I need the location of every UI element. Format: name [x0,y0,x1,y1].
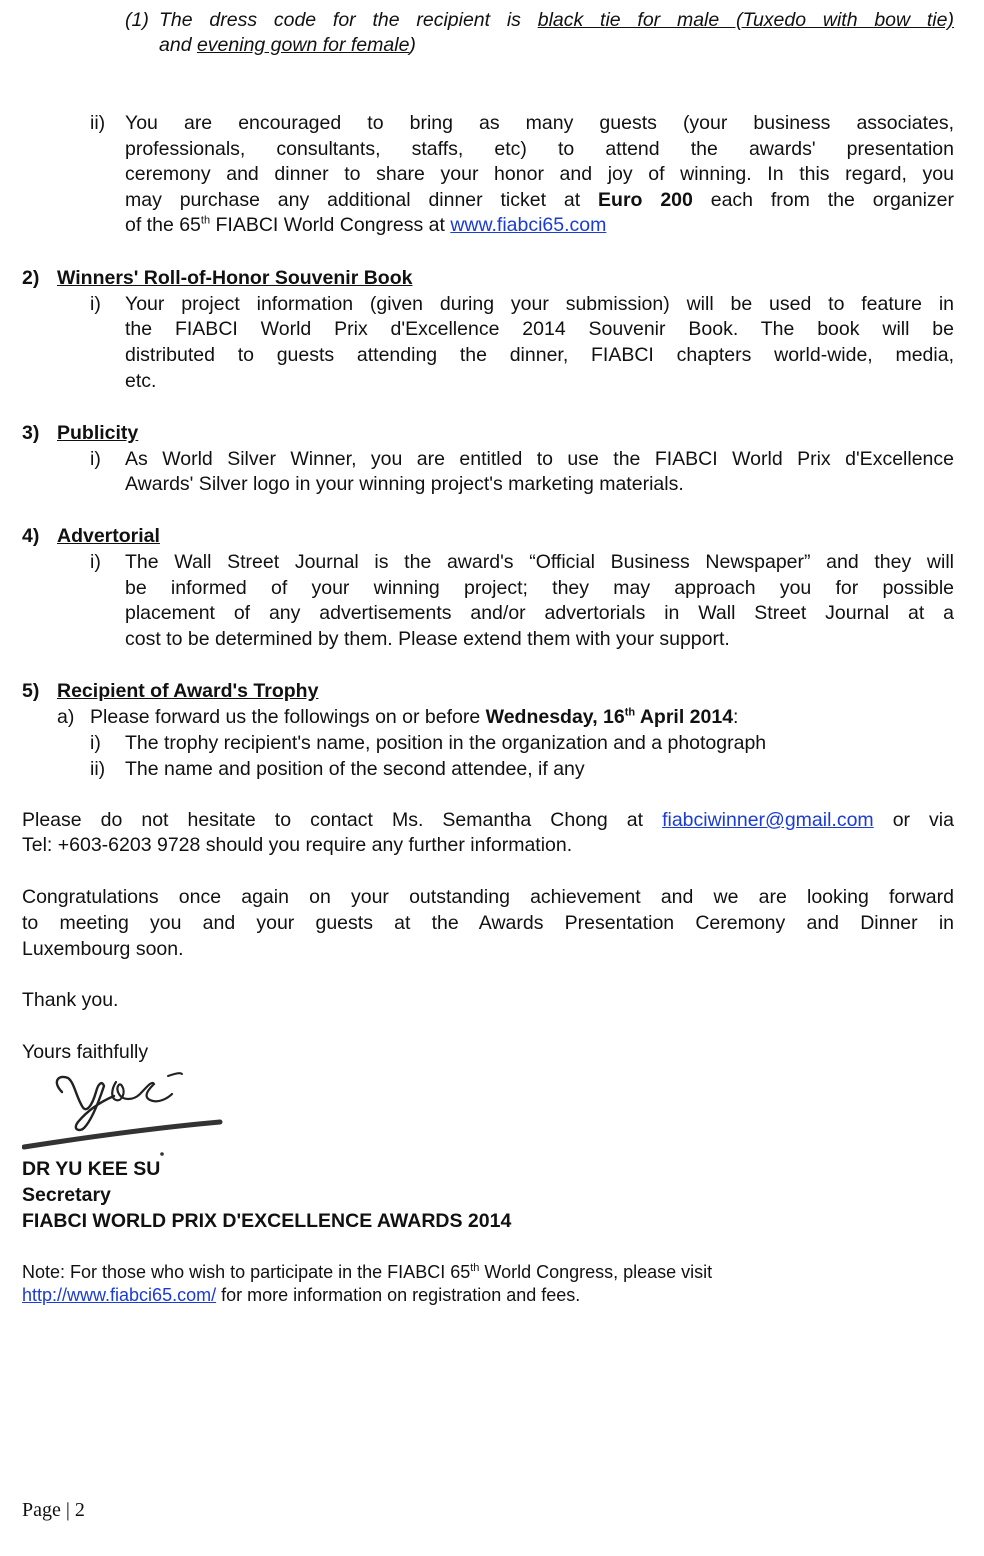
item-ii-line-4 [125,188,954,213]
page-number: Page | 2 [22,1499,85,1521]
section-3-item-label: i) [90,448,101,470]
section-5-a-text [90,705,738,730]
section-2-heading: Winners' Roll-of-Honor Souvenir Book [57,267,413,289]
deadline-ordinal: th [624,706,636,719]
section-3-line-1: As World Silver Winner, you are entitled to use the FIABCI World Prix d'Excellence [125,448,954,470]
section-4-item-label: i) [90,551,101,573]
note-line-2-text: for more information on registration and fees. [216,1285,581,1305]
note-text: Note: For those who wish to participate in the FIABCI 65 [22,1262,471,1282]
section-3-line-2: Awards' Silver logo in your winning project's marketing materials. [125,473,684,495]
section-4-line-2: be informed of your winning project; they may approach you for possible [125,577,954,599]
item-ii-line-4-text: may purchase any additional dinner ticket at [125,189,599,211]
item-1-line-2-close: ) [409,34,416,56]
signatory-name: DR YU KEE SU [22,1158,161,1180]
signatory-title: Secretary [22,1184,111,1206]
item-1-line-2-text: and [159,34,197,56]
section-5-heading: Recipient of Award's Trophy [57,680,319,702]
dress-code-male: black tie for male (Tuxedo with bow tie) [537,9,954,31]
congrats-line-2: to meeting you and your guests at the Awards Presentation Ceremony and Dinner in [22,912,954,934]
section-5-a-label: a) [57,706,75,728]
thank-you: Thank you. [22,989,119,1011]
congrats-line-3: Luxembourg soon. [22,938,184,960]
note-ordinal: th [470,1262,480,1274]
item-1-line-1-text: The dress code for the recipient is [159,9,538,31]
section-4-line-3: placement of any advertisements and/or advertorials in Wall Street Journal at a [125,602,954,624]
item-ii-line-2: professionals, consultants, staffs, etc) to attend the awards' presentation [125,138,954,160]
section-5-a-pre: Please forward us the followings on or before [90,706,486,728]
section-3-number: 3) [22,422,40,444]
item-ii-line-4-end: each from the organizer [692,189,955,211]
section-5-ii-label: ii) [90,758,106,780]
note-line-1 [22,1261,712,1284]
note-text-end: World Congress, please visit [479,1262,713,1282]
email-link[interactable]: fiabciwinner@gmail.com [662,809,874,831]
item-ii-line-5-text: of the 65 [125,214,201,236]
section-5-i-text: The trophy recipient's name, position in the organization and a photograph [125,732,767,754]
section-5-ii-text: The name and position of the second attendee, if any [125,758,585,780]
section-5-number: 5) [22,680,40,702]
congrats-line-1: Congratulations once again on your outstanding achievement and we are looking forward [22,886,954,908]
item-1-line-2 [159,33,416,58]
contact-line-2: Tel: +603-6203 9728 should you require any further information. [22,834,573,856]
deadline-month-year: April 2014 [635,706,734,728]
section-3-heading: Publicity [57,422,139,444]
ordinal-suffix: th [200,214,211,227]
item-ii-line-5 [125,213,606,238]
section-2-line-4: etc. [125,370,157,392]
section-2-number: 2) [22,267,40,289]
ticket-price: Euro 200 [598,189,693,211]
deadline-date: Wednesday, 16 [485,706,625,728]
section-2-line-1: Your project information (given during your submission) will be used to feature in [125,293,954,315]
registration-link[interactable]: http://www.fiabci65.com/ [22,1285,217,1305]
closing: Yours faithfully [22,1041,149,1063]
item-1-label: (1) [125,9,149,31]
fiabci65-link[interactable]: www.fiabci65.com [450,214,607,236]
section-4-line-1: The Wall Street Journal is the award's “Official Business Newspaper” and they will [125,551,954,573]
note-line-2 [22,1284,580,1307]
contact-text-end: or via [873,809,954,831]
item-ii-line-5-mid: FIABCI World Congress at [210,214,451,236]
dress-code-female: evening gown for female [196,34,410,56]
contact-text: Please do not hesitate to contact Ms. Semantha Chong at [22,809,663,831]
section-4-heading: Advertorial [57,525,160,547]
item-1-line-1 [159,8,954,33]
section-5-i-label: i) [90,732,101,754]
handwritten-signature [22,1062,232,1157]
item-ii-label: ii) [90,112,106,134]
contact-line-1 [22,808,954,833]
section-2-item-label: i) [90,293,101,315]
section-4-line-4: cost to be determined by them. Please extend them with your support. [125,628,730,650]
section-2-line-2: the FIABCI World Prix d'Excellence 2014 Souvenir Book. The book will be [125,318,954,340]
section-4-number: 4) [22,525,40,547]
section-5-a-colon: : [733,706,739,728]
signatory-organization: FIABCI WORLD PRIX D'EXCELLENCE AWARDS 2014 [22,1210,512,1232]
item-ii-line-3: ceremony and dinner to share your honor and joy of winning. In this regard, you [125,163,954,185]
section-2-line-3: distributed to guests attending the dinner, FIABCI chapters world-wide, media, [125,344,954,366]
item-ii-line-1: You are encouraged to bring as many guests (your business associates, [125,112,954,134]
